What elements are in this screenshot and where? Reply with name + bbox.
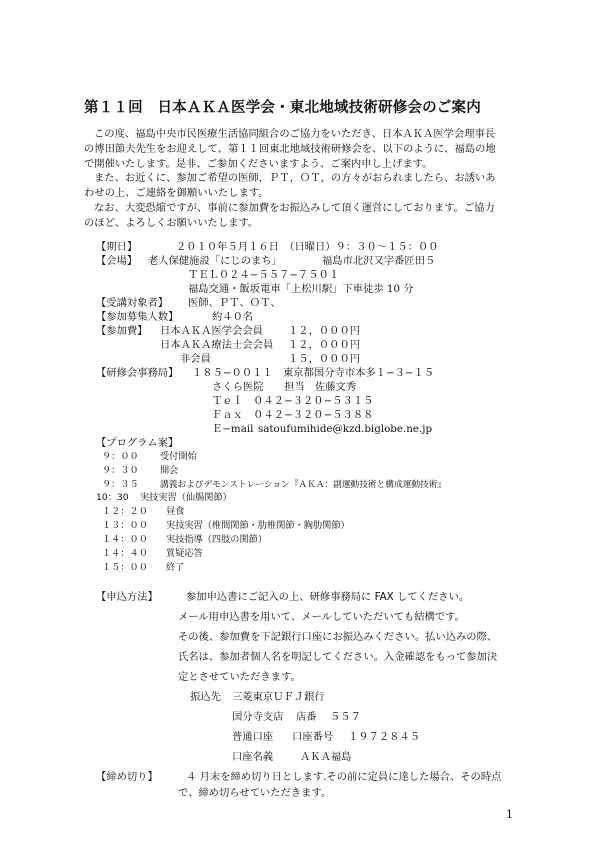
holder-label: 口座名義 — [232, 751, 274, 763]
office-tel: Ｔｅｌ ０４２−３２０−５３１５ — [212, 395, 374, 407]
page-number: 1 — [506, 808, 513, 821]
program-time: １５：００ — [102, 562, 148, 573]
fee-label: 【参加費】 — [96, 325, 148, 337]
office-label: 【研修会事務局】 — [96, 367, 179, 379]
venue-address: 福島市北沢又字番匠田５ — [322, 255, 436, 267]
program-desc: 講義およびデモンストレーション『ＡＫＡ：副運動技術と構成運動技術』 — [160, 480, 447, 490]
bank-name: 三菱東京ＵＦＪ銀行 — [232, 691, 325, 703]
capacity-value: 約４０名 — [212, 311, 254, 323]
account-no-label: 口座番号 — [292, 731, 334, 743]
target-label: 【受講対象者】 — [96, 297, 169, 309]
program-desc: 受付開始 — [160, 451, 197, 462]
program-time: １４：００ — [102, 534, 148, 545]
program-desc: 昼食 — [166, 506, 185, 517]
office-email-label: Ｅ−mail — [212, 423, 254, 435]
intro-paragraph — [84, 127, 524, 231]
office-clinic: さくら医院 担当 佐藤文秀 — [212, 381, 357, 393]
fee-amount: １５，０００円 — [288, 353, 361, 365]
venue-label: 【会場】 — [96, 255, 138, 267]
program-desc: 終了 — [166, 562, 185, 573]
account-no: １９７２８４５ — [348, 731, 421, 743]
holder-name: ＡＫＡ福島 — [300, 751, 352, 763]
fee-who: 日本ＡＫＡ療法士会会員 — [160, 339, 274, 351]
intro-line: なお、大変恐縮ですが、事前に参加費をお振込みして頂く運営にしております。ご協力 — [94, 201, 495, 214]
program-label: 【プログラム案】 — [96, 437, 179, 449]
program-desc: 実技指導（四肢の関節） — [166, 534, 268, 545]
apply-line: その後、参加費を下記銀行口座にお振込みください。払い込みの際、 — [178, 631, 498, 643]
fee-who: 非会員 — [180, 353, 211, 365]
program-time: ９：３０ — [102, 465, 139, 476]
apply-line: メール用申込書を用いて、メールしていただいても結構です。 — [178, 611, 465, 623]
target-value: 医師、ＰＴ、ＯＴ、 — [188, 297, 281, 309]
branch-label: 国分寺支店 — [232, 711, 284, 723]
venue-name: 老人保健施設「にじのまち」 — [148, 255, 282, 267]
program-time: ９：３５ — [102, 479, 139, 490]
venue-tel: ＴＥＬ０２４−５５７−７５０１ — [188, 269, 340, 281]
intro-line: また、お近くに、参加ご希望の医師，ＰＴ，ＯＴ，の方々がおられましたら、お誘いあ — [94, 172, 496, 185]
branch-no: ５５７ — [330, 711, 361, 723]
office-postal: １８５−００１１ 東京都国分寺市本多１−３−１５ — [192, 367, 435, 379]
office-fax: Ｆａｘ ０４２−３２０−５３８８ — [212, 409, 374, 421]
intro-line: で開催いたします。是非、ご参加くださいますよう、ご案内申し上げます。 — [84, 157, 433, 170]
deadline-label: 【締め切り】 — [96, 771, 158, 783]
apply-label: 【申込方法】 — [96, 591, 158, 603]
date-value: ２０１０年５月１６日 （日曜日）９：３０〜１５：００ — [176, 241, 439, 253]
apply-line: 参加申込書にご記入の上、研修事務局に FAX してください。 — [186, 591, 470, 603]
program-time: ９：００ — [102, 451, 139, 462]
fee-amount: １２，０００円 — [288, 325, 361, 337]
program-desc: 実技実習（仙腸関節） — [140, 492, 232, 503]
program-desc: 開会 — [160, 465, 179, 476]
payee-label: 振込先 — [190, 691, 221, 703]
intro-line: の博田節夫先生をお迎えして、第１１回東北地域技術研修会を、以下のように、福島の地 — [84, 142, 496, 155]
program-desc: 実技実習（椎間関節・肋椎関節・胸肋関節） — [166, 520, 350, 531]
venue-access: 福島交通・飯坂電車「上松川駅」下車徒歩 10 分 — [188, 283, 414, 295]
program-time: 10：30 — [96, 492, 129, 503]
program-desc: 質疑応答 — [166, 548, 203, 559]
branch-no-label: 店番 — [296, 711, 317, 723]
intro-line: のほど、よろしくお願いいたします。 — [84, 216, 259, 229]
program-time: １３：００ — [102, 520, 148, 531]
apply-line: 定とさせていただきます。 — [178, 671, 301, 683]
program-time: １２：２０ — [102, 506, 148, 517]
capacity-label: 【参加募集人数】 — [96, 311, 179, 323]
program-time: １４：４０ — [102, 548, 148, 559]
deadline-line: ４ 月末を締め切り日とします.その前に定員に達した場合、その時点 — [186, 771, 502, 783]
fee-amount: １２，０００円 — [288, 339, 361, 351]
deadline-line: で、締め切らせていただきます。 — [178, 787, 332, 799]
apply-line: 氏名は、参加者個人名を明記してください。入金確認をもって参加決 — [178, 651, 498, 663]
intro-line: わせの上、ご連絡を御願いいたします。 — [84, 187, 269, 200]
fee-who: 日本ＡＫＡ医学会会員 — [160, 325, 263, 337]
account-type: 普通口座 — [232, 731, 274, 743]
page-title: 第１１回 日本ＡＫＡ医学会・東北地域技術研修会のご案内 — [84, 99, 481, 116]
intro-line: この度、福島中央市民医療生活協同組合のご協力をいただき、日本ＡＫＡ医学会理事長 — [94, 128, 496, 140]
date-label: 【期日】 — [96, 241, 138, 253]
office-email: satoufumihide@kzd.biglobe.ne.jp — [258, 423, 433, 435]
